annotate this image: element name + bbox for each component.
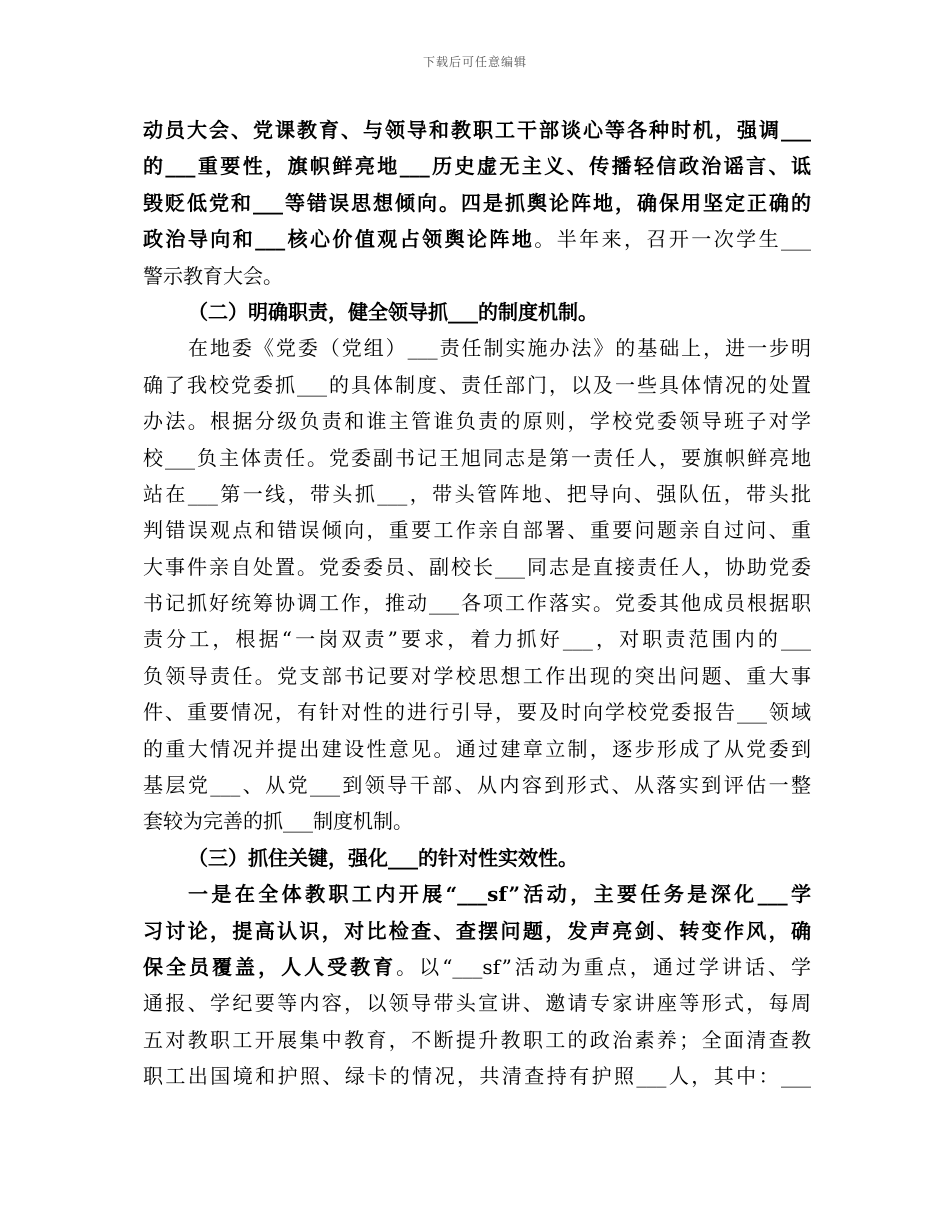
text-line [143, 112, 811, 148]
text-segment: 五对教职工开展集中教育，不断提升教职工的政治素养；全面清查教 [143, 1027, 811, 1052]
text-segment: 习讨论，提高认识，对比检查、查摆问题，发声亮剑、转变作风，确 [143, 918, 811, 943]
text-segment: 责分工，根据“一岗双责”要求，着力抓好___，对职责范围内的___ [143, 627, 811, 652]
text-line [143, 658, 811, 694]
text-line [143, 403, 811, 439]
text-line [143, 185, 811, 221]
text-segment: 。以“___sf”活动为重点，通过学讲话、学 [396, 954, 811, 979]
text-line [143, 1058, 811, 1094]
text-line [143, 148, 811, 184]
text-segment: 大事件亲自处置。党委委员、副校长___同志是直接责任人，协助党委 [143, 554, 811, 579]
text-line [143, 985, 811, 1021]
text-line [143, 731, 811, 767]
text-line [143, 876, 811, 912]
text-segment: 保全员覆盖，人人受教育 [143, 954, 397, 979]
text-segment: 通报、学纪要等内容，以领导带头宣讲、邀请专家讲座等形式，每周 [143, 991, 811, 1016]
text-segment: 负领导责任。党支部书记要对学校思想工作出现的突出问题、重大事 [143, 663, 811, 688]
text-segment: （二）明确职责，健全领导抓___的制度机制。 [188, 299, 598, 324]
text-segment: 站在___第一线，带头抓___，带头管阵地、把导向、强队伍，带头批 [143, 481, 811, 506]
text-line [143, 294, 811, 330]
text-segment: 校___负主体责任。党委副书记王旭同志是第一责任人，要旗帜鲜亮地 [143, 445, 811, 470]
text-line [143, 440, 811, 476]
text-line [143, 512, 811, 548]
text-segment: 套较为完善的抓___制度机制。 [143, 809, 413, 834]
text-segment: 确了我校党委抓___的具体制度、责任部门，以及一些具体情况的处置 [143, 372, 811, 397]
text-segment: 在地委《党委（党组）___责任制实施办法》的基础上，进一步明 [188, 336, 811, 361]
document-body [143, 112, 811, 1095]
text-segment: 毁贬低党和___等错误思想倾向。四是抓舆论阵地，确保用坚定正确的 [143, 190, 811, 215]
text-line [143, 367, 811, 403]
text-segment: 书记抓好统筹协调工作，推动___各项工作落实。党委其他成员根据职 [143, 591, 811, 616]
text-segment: 办法。根据分级负责和谁主管谁负责的原则，学校党委领导班子对学 [143, 409, 811, 434]
text-line [143, 549, 811, 585]
text-line [143, 803, 811, 839]
text-segment: 判错误观点和错误倾向，重要工作亲自部署、重要问题亲自过问、重 [143, 518, 811, 543]
text-line [143, 694, 811, 730]
text-line [143, 767, 811, 803]
text-line [143, 949, 811, 985]
text-segment: 基层党___、从党___到领导干部、从内容到形式、从落实到评估一整 [143, 773, 811, 798]
text-line [143, 476, 811, 512]
text-line [143, 585, 811, 621]
text-segment: （三）抓住关键，强化___的针对性实效性。 [188, 845, 578, 870]
text-line [143, 1022, 811, 1058]
text-segment: 的重大情况并提出建设性意见。通过建章立制，逐步形成了从党委到 [143, 736, 811, 761]
text-line [143, 221, 811, 257]
text-segment: 职工出国境和护照、绿卡的情况，共清查持有护照___人，其中：___ [143, 1064, 811, 1089]
text-segment: 的___重要性，旗帜鲜亮地___历史虚无主义、传播轻信政治谣言、诋 [143, 154, 811, 179]
text-segment: 。半年来，召开一次学生___ [534, 227, 812, 252]
text-segment: 件、重要情况，有针对性的进行引导，要及时向学校党委报告___领域 [143, 700, 811, 725]
page-header: 下载后可任意编辑 [422, 55, 527, 69]
text-line [143, 621, 811, 657]
text-segment: 动员大会、党课教育、与领导和教职工干部谈心等各种时机，强调___ [143, 118, 811, 142]
text-segment: 警示教育大会。 [143, 263, 283, 288]
text-line [143, 840, 811, 876]
text-line [143, 258, 811, 294]
text-line [143, 330, 811, 366]
text-line [143, 913, 811, 949]
text-segment: 政治导向和___核心价值观占领舆论阵地 [143, 227, 535, 252]
text-segment: 一是在全体教职工内开展“___sf”活动，主要任务是深化___学 [188, 882, 811, 907]
